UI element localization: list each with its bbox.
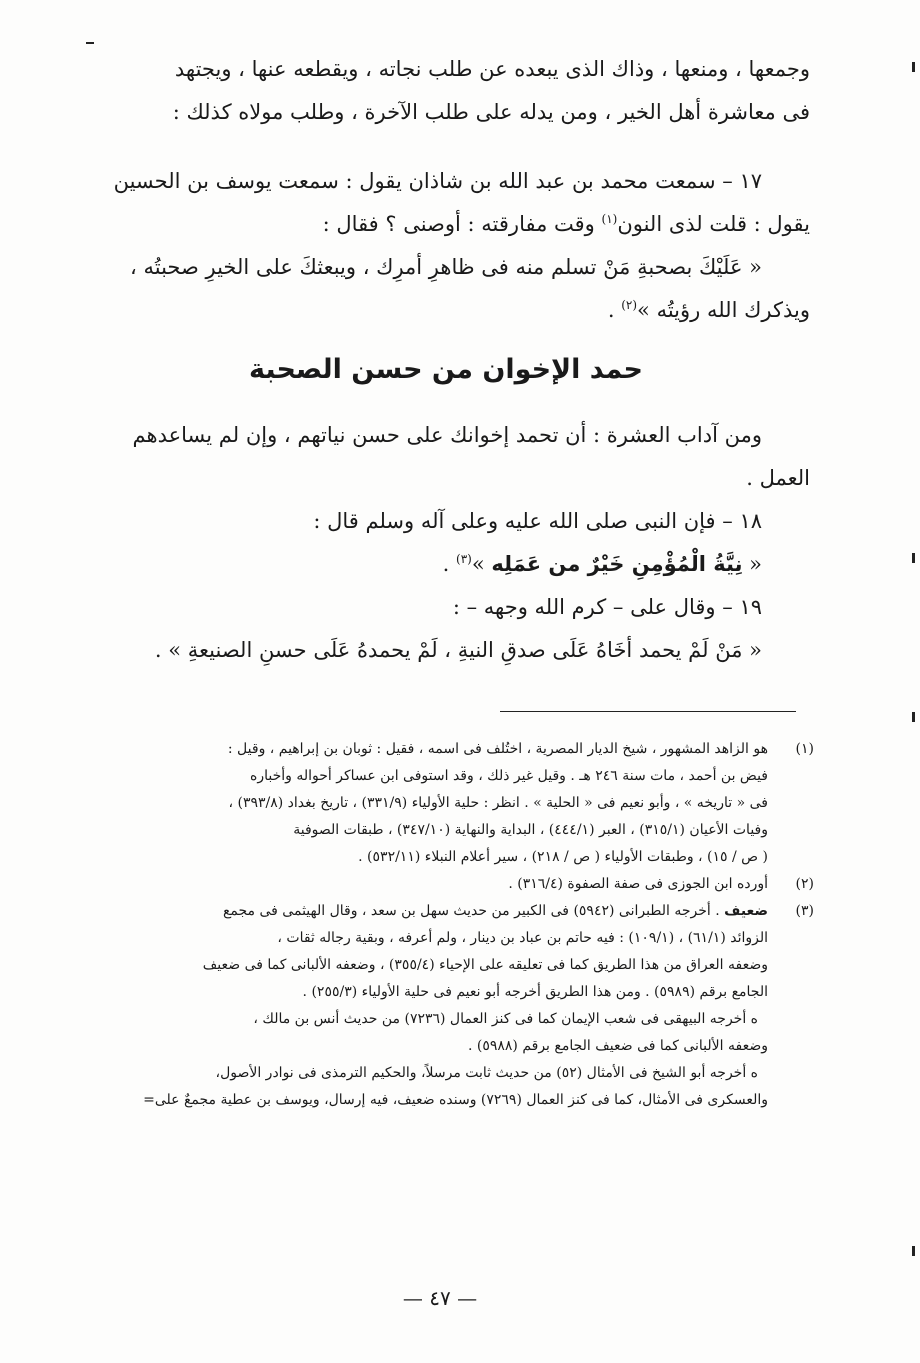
footnote-line: ه أخرجه أبو الشيخ فى الأمثال (٥٢) من حديث ثابت مرسلاً، والحكيم الترمذى فى نوادر الأصول،: [215, 1065, 758, 1081]
hadith-18: [82, 543, 810, 586]
footnote-text: [96, 871, 768, 898]
text-line: فى معاشرة أهل الخير ، ومن يدله على طلب الآخرة ، وطلب مولاه كذلك :: [172, 100, 810, 124]
narration-17-quote-end: [82, 289, 810, 332]
footnote-line: ه أخرجه البيهقى فى شعب الإيمان كما فى كنز العمال (٧٢٣٦) من حديث أنس بن مالك ،: [253, 1011, 758, 1027]
footnote-ref-1[interactable]: (١): [601, 212, 618, 226]
text-line: وجمعها ، ومنعها ، وذاك الذى يبعده عن طلب نجاته ، ويقطعه عنها ، ويجتهد: [174, 57, 810, 81]
footnote-line: والعسكرى فى الأمثال، كما فى كنز العمال (٧٢٦٩) وسنده ضعيف، فيه إرسال، ويوسف بن عطية مجمعٌ على=: [143, 1092, 768, 1108]
footnote-text: [96, 898, 768, 1114]
narration-17-line2: [82, 203, 810, 246]
footnote-line: وفيات الأعيان (٣١٥/١) ، العبر (٤٤٤/١) ، البداية والنهاية (٣٤٧/١٠) ، طبقات الصوفية: [293, 822, 768, 838]
top-paragraph: [82, 48, 810, 134]
footnote-line: هو الزاهد المشهور ، شيخ الديار المصرية ، اختُلف فى اسمه ، فقيل : ثوبان بن إبراهيم ، وقيل :: [227, 741, 768, 757]
text-span: .: [607, 298, 622, 322]
footnote-text: [96, 736, 768, 871]
footnote-2: [96, 871, 814, 898]
scan-speck: [86, 42, 94, 44]
grading-label: ضعيف: [724, 903, 768, 919]
text-span: . أخرجه الطبرانى (٥٩٤٢) فى الكبير من حديث سهل بن سعد ، وقال الهيثمى فى مجمع: [222, 903, 725, 919]
footnote-separator: [500, 711, 796, 712]
footnote-line: الزوائد (٦١/١) ، (١٠٩/١) : فيه حاتم بن عباد بن دينار ، ولم أعرفه ، وبقية رجاله ثقات ،: [277, 930, 768, 946]
footnote-3: [96, 898, 814, 1114]
saying-19: « مَنْ لَمْ يحمد أخَاهُ عَلَى صدقِ النيةِ ، لَمْ يحمدهُ عَلَى حسنِ الصنيعةِ » .: [154, 638, 762, 662]
narration-17-chain: ١٧ – سمعت محمد بن عبد الله بن شاذان يقول : سمعت يوسف بن الحسين: [113, 169, 762, 193]
section-body: [82, 414, 810, 672]
scan-speck: [912, 62, 915, 72]
scan-speck: [912, 553, 915, 563]
quote-mark: »: [471, 552, 492, 576]
quote-mark: «: [742, 552, 762, 576]
narration-17: [82, 160, 810, 332]
footnote-line: [96, 898, 768, 925]
footnote-line: وضعفه الألبانى كما فى ضعيف الجامع برقم (٥٩٨٨) .: [467, 1038, 768, 1054]
narration-18: ١٨ – فإن النبى صلى الله عليه وعلى آله وسلم قال :: [313, 509, 762, 533]
hadith-text: نِيَّةُ الْمُؤْمِنِ خَيْرٌ من عَمَلِه: [491, 552, 743, 576]
footnote-line: ( ص / ١٥) ، وطبقات الأولياء ( ص / ٢١٨) ، سير أعلام النبلاء (٥٣٢/١١) .: [358, 849, 768, 865]
footnote-ref-3[interactable]: (٣): [456, 552, 472, 566]
footnote-ref-2[interactable]: (٢): [621, 298, 638, 312]
footnote-line: الجامع برقم (٥٩٨٩) . ومن هذا الطريق أخرجه أبو نعيم فى حلية الأولياء (٢٥٥/٣) .: [302, 984, 768, 1000]
intro-line1: ومن آداب العشرة : أن تحمد إخوانك على حسن نياتهم ، وإن لم يساعدهم: [132, 423, 762, 447]
narration-19: ١٩ – وقال على – كرم الله وجهه – :: [452, 595, 762, 619]
text-span: ويذكرك الله رؤيتُه »: [637, 298, 810, 322]
intro-line2: العمل .: [746, 466, 810, 490]
footnote-number: (١): [795, 741, 814, 757]
footnote-line: فى « تاريخه » ، وأبو نعيم فى « الحلية » . انظر : حلية الأولياء (٣٣١/٩) ، تاريخ بغداد (٣٩٣/٨) ،: [228, 795, 768, 811]
footnotes: [96, 736, 814, 1114]
footnote-1: [96, 736, 814, 871]
footnote-line: أورده ابن الجوزى فى صفة الصفوة (٣١٦/٤) .: [508, 876, 768, 892]
text-span: وقت مفارقته : أوصنى ؟ فقال :: [322, 212, 602, 236]
footnote-number: (٢): [795, 876, 814, 892]
footnote-number: (٣): [795, 903, 814, 919]
narration-17-quote: « عَلَيْكَ بصحبةِ مَنْ تسلم منه فى ظاهرِ أمرِك ، ويبعثكَ على الخيرِ صحبتُه ،: [130, 255, 762, 279]
scan-speck: [912, 1246, 915, 1256]
footnote-line: فيض بن أحمد ، مات سنة ٢٤٦ هـ . وقيل غير ذلك ، وقد استوفى ابن عساكر أحواله وأخباره: [249, 768, 768, 784]
text-span: .: [442, 552, 457, 576]
scan-speck: [912, 712, 915, 722]
page-number: — ٤٧ —: [402, 1286, 478, 1310]
text-span: يقول : قلت لذى النون: [617, 212, 810, 236]
footnote-line: وضعفه العراق من هذا الطريق كما فى تعليقه على الإحياء (٣٥٥/٤) ، وضعفه الألبانى كما فى ضعيف: [202, 957, 768, 973]
section-heading: حمد الإخوان من حسن الصحبة: [249, 354, 643, 385]
